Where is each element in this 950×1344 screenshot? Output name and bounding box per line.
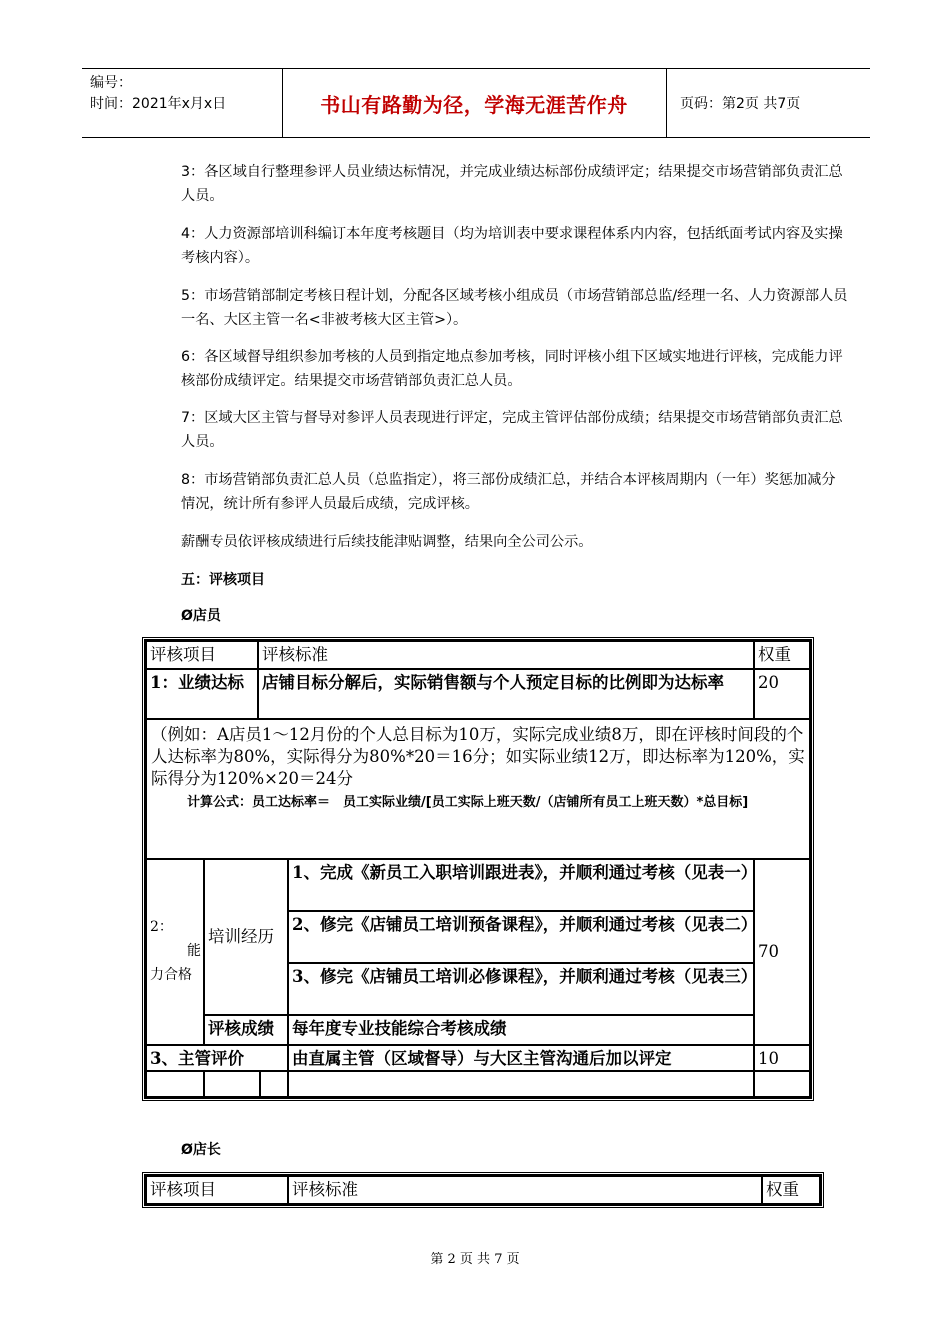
step-5: 5：市场营销部制定考核日程计划，分配各区域考核小组成员（市场营销部总监/经理一名、人力资源部人员一名、大区主管一名<非被考核大区主管>）。 <box>181 288 848 328</box>
row3-item: 3、主管评价 <box>146 1045 288 1071</box>
header-page-label: 页码：第2页 共7页 <box>680 96 801 112</box>
row2-item <box>146 859 204 1045</box>
step-6: 6：各区域督导组织参加考核的人员到指定地点参加考核，同时评核小组下区域实地进行评核，完成能力评核部份成绩评定。结果提交市场营销部负责汇总人员。 <box>181 349 843 389</box>
clerk-header-item: 评核项目 <box>146 641 258 669</box>
empty-cell <box>754 1071 810 1097</box>
row2-item-b: 能 <box>187 943 201 959</box>
page-footer: 第 2 页 共 7 页 <box>430 1252 520 1267</box>
row2-sub-score-standard: 每年度专业技能综合考核成绩 <box>288 1015 754 1045</box>
manager-header-weight: 权重 <box>762 1176 820 1204</box>
manager-table <box>144 1174 822 1206</box>
empty-cell <box>288 1071 754 1097</box>
row3-standard: 由直属主管（区域督导）与大区主管沟通后加以评定 <box>288 1045 754 1071</box>
row2-item-a: 2： <box>150 919 173 935</box>
header-motto: 书山有路勤为径，学海无涯苦作舟 <box>320 92 628 117</box>
manager-header-standard: 评核标准 <box>288 1176 762 1204</box>
step-4: 4：人力资源部培训科编订本年度考核题目（均为培训表中要求课程体系内内容，包括纸面考试内容及实操考核内容）。 <box>181 226 843 266</box>
step-8: 8：市场营销部负责汇总人员（总监指定），将三部份成绩汇总，并结合本评核周期内（一年）奖惩加减分情况，统计所有参评人员最后成绩，完成评核。 <box>181 472 836 512</box>
page-header <box>82 68 870 138</box>
empty-cell <box>260 1071 288 1097</box>
clerk-heading: Ø店员 <box>181 608 221 624</box>
header-divider <box>666 69 667 137</box>
date-label: 时间：2021年x月x日 <box>90 96 227 112</box>
section-title: 五：评核项目 <box>181 572 265 588</box>
empty-cell <box>146 1071 204 1097</box>
manager-header-item: 评核项目 <box>146 1176 288 1204</box>
row2-item-c: 力合格 <box>150 967 192 983</box>
header-meta <box>90 73 226 115</box>
example-row <box>146 719 810 859</box>
course-2: 2、修完《店铺员工培训预备课程》，并顺利通过考核（见表二） <box>288 911 754 963</box>
row2-weight: 70 <box>754 859 810 1045</box>
row1-weight: 20 <box>754 669 810 719</box>
salary-note: 薪酬专员依评核成绩进行后续技能津贴调整，结果向全公司公示。 <box>181 534 593 550</box>
step-3: 3：各区域自行整理参评人员业绩达标情况，并完成业绩达标部份成绩评定；结果提交市场营销部负责汇总人员。 <box>181 164 843 204</box>
clerk-table <box>144 639 812 1099</box>
row3-weight: 10 <box>754 1045 810 1071</box>
row2-sub-score: 评核成绩 <box>204 1015 288 1045</box>
code-label: 编号： <box>90 75 132 91</box>
clerk-header-weight: 权重 <box>754 641 810 669</box>
formula-text: 计算公式：员工达标率＝ 员工实际业绩/[员工实际上班天数/（店铺所有员工上班天数）*总目标] <box>187 795 749 810</box>
course-1: 1、完成《新员工入职培训跟进表》，并顺利通过考核（见表一） <box>288 859 754 911</box>
row1-standard: 店铺目标分解后，实际销售额与个人预定目标的比例即为达标率 <box>258 669 754 719</box>
clerk-header-standard: 评核标准 <box>258 641 754 669</box>
example-text: （例如：A店员1～12月份的个人总目标为10万，实际完成业绩8万，即在评核时间段的个人达标率为80%，实际得分为80%*20＝16分；如实际业绩12万，即达标率为120%，实际得分为120%×20＝24分 <box>151 725 805 788</box>
empty-cell <box>204 1071 260 1097</box>
manager-heading: Ø店长 <box>181 1142 221 1158</box>
step-7: 7：区域大区主管与督导对参评人员表现进行评定，完成主管评估部份成绩；结果提交市场营销部负责汇总人员。 <box>181 410 843 450</box>
course-3: 3、修完《店铺员工培训必修课程》，并顺利通过考核（见表三） <box>288 963 754 1015</box>
row1-item: 1：业绩达标 <box>146 669 258 719</box>
row2-sub-training: 培训经历 <box>204 859 288 1015</box>
